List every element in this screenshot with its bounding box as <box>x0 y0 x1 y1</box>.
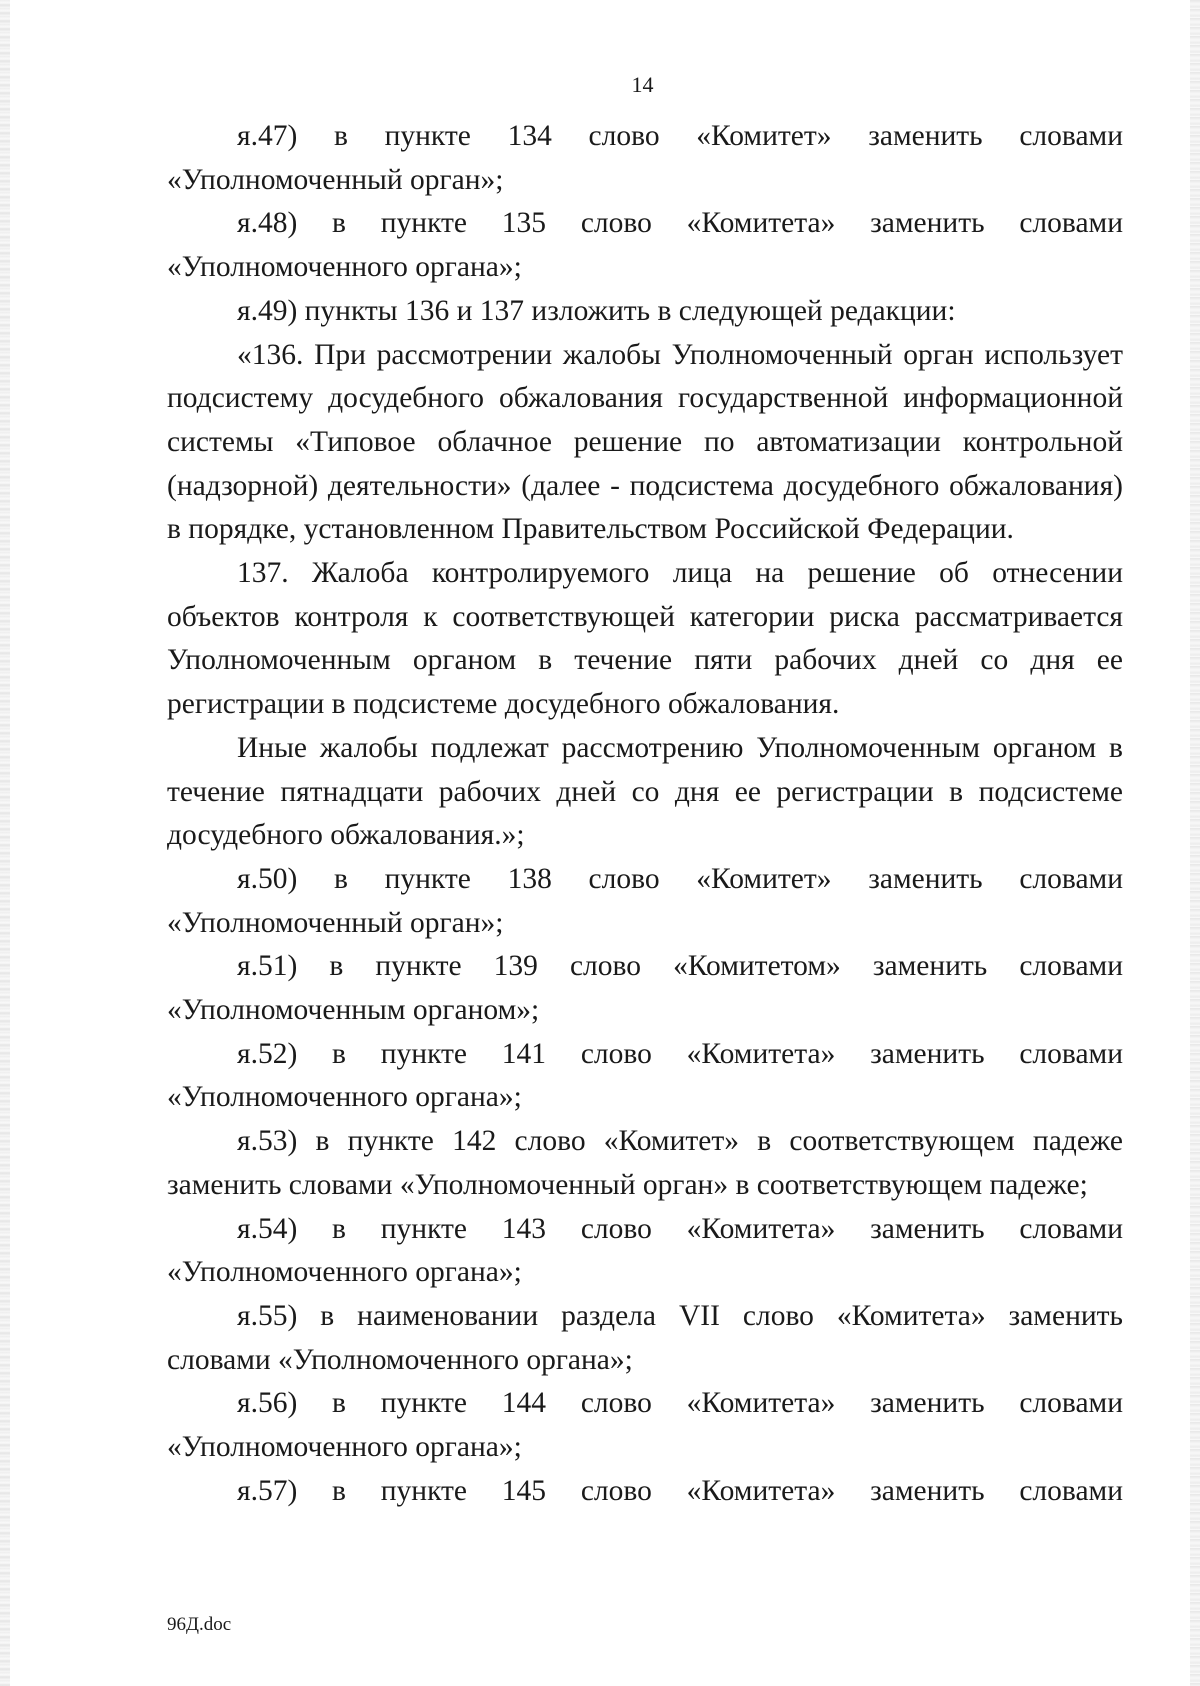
clause-137: 137. Жалоба контролируемого лица на решение об отнесении объектов контроля к соответствующей категории риска рассматривается Уполномоченным органом в течение пяти рабочих дней со дня ее регистрации в подсистеме досудебного обжалования. <box>167 557 1123 721</box>
document-body <box>167 115 1123 1514</box>
amendment-ya47: я.47) в пункте 134 слово «Комитет» заменить словами «Уполномоченный орган»; <box>167 120 1123 196</box>
clause-136: «136. При рассмотрении жалобы Уполномоченный орган использует подсистему досудебного обжалования государственной информационной системы «Типовое облачное решение по автоматизации контрольной (надзорной) деятельности» (далее - подсистема досудебного обжалования) в порядке, установленном Правительством Российской Федерации. <box>167 338 1123 546</box>
scan-edge-right <box>1190 0 1200 1686</box>
clause-137-other-complaints: Иные жалобы подлежат рассмотрению Уполномоченным органом в течение пятнадцати рабочих дней со дня ее регистрации в подсистеме досудебного обжалования.»; <box>167 731 1123 852</box>
amendment-ya50: я.50) в пункте 138 слово «Комитет» заменить словами «Уполномоченный орган»; <box>167 862 1123 939</box>
amendment-ya54: я.54) в пункте 143 слово «Комитета» заменить словами «Уполномоченного органа»; <box>167 1212 1123 1289</box>
amendment-ya53: я.53) в пункте 142 слово «Комитет» в соответствующем падеже заменить словами «Уполномоченный орган» в соответствующем падеже; <box>167 1125 1123 1201</box>
amendment-ya51: я.51) в пункте 139 слово «Комитетом» заменить словами «Уполномоченным органом»; <box>167 950 1123 1027</box>
amendment-ya48: я.48) в пункте 135 слово «Комитета» заменить словами «Уполномоченного органа»; <box>167 207 1123 284</box>
footer-filename: 96Д.doc <box>167 1614 232 1635</box>
amendment-ya56: я.56) в пункте 144 слово «Комитета» заменить словами «Уполномоченного органа»; <box>167 1387 1123 1464</box>
amendment-ya52: я.52) в пункте 141 слово «Комитета» заменить словами «Уполномоченного органа»; <box>167 1037 1123 1114</box>
page-number: 14 <box>631 72 654 97</box>
scan-edge-left <box>0 0 10 1686</box>
amendment-ya55: я.55) в наименовании раздела VII слово «Комитета» заменить словами «Уполномоченного органа»; <box>167 1299 1123 1376</box>
amendment-ya49: я.49) пункты 136 и 137 изложить в следующей редакции: <box>237 294 956 327</box>
amendment-ya57: я.57) в пункте 145 слово «Комитета» заменить словами <box>237 1474 1123 1507</box>
